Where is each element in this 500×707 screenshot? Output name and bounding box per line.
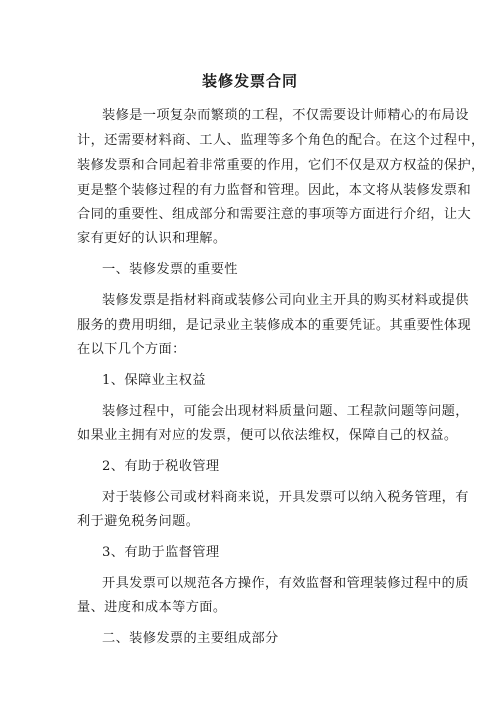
paragraph-line: 在以下几个方面： (77, 342, 186, 357)
paragraph-line: 利于避免税务问题。 (77, 514, 200, 529)
paragraph-line: 计，还需要材料商、工人、监理等多个角色的配合。在这个过程中， (77, 133, 485, 148)
paragraph-line: 装修发票是指材料商或装修公司向业主开具的购买材料或提供 (102, 293, 469, 308)
paragraph-line: 更是整个装修过程的有力监督和管理。因此，本文将从装修发票和 (77, 183, 472, 198)
paragraph-line: 合同的重要性、组成部分和需要注意的事项等方面进行介绍，让大 (77, 207, 472, 222)
subsection-heading: 1、保障业主权益 (102, 373, 206, 388)
paragraph-line: 家有更好的认识和理解。 (77, 231, 227, 246)
paragraph-line: 装修发票和合同起着非常重要的作用，它们不仅是双方权益的保护， (77, 158, 485, 173)
paragraph-line: 对于装修公司或材料商来说，开具发票可以纳入税务管理，有 (102, 490, 469, 505)
document-title: 装修发票合同 (201, 72, 298, 90)
paragraph-line: 服务的费用明细，是记录业主装修成本的重要凭证。其重要性体现 (77, 318, 472, 333)
paragraph-line: 开具发票可以规范各方操作，有效监督和管理装修过程中的质 (102, 576, 469, 591)
section-heading-text: 一、装修发票的重要性 (102, 262, 238, 277)
paragraph-line: 装修是一项复杂而繁琐的工程，不仅需要设计师精心的布局设 (102, 108, 469, 123)
section-heading-text: 二、装修发票的主要组成部分 (102, 631, 279, 646)
paragraph-line: 量、进度和成本等方面。 (77, 600, 227, 615)
paragraph-line: 如果业主拥有对应的发票，便可以依法维权，保障自己的权益。 (77, 428, 458, 443)
paragraph-line: 装修过程中，可能会出现材料质量问题、工程款问题等问题， (102, 404, 469, 419)
subsection-heading: 3、有助于监督管理 (102, 545, 220, 560)
subsection-heading: 2、有助于税收管理 (102, 459, 220, 474)
